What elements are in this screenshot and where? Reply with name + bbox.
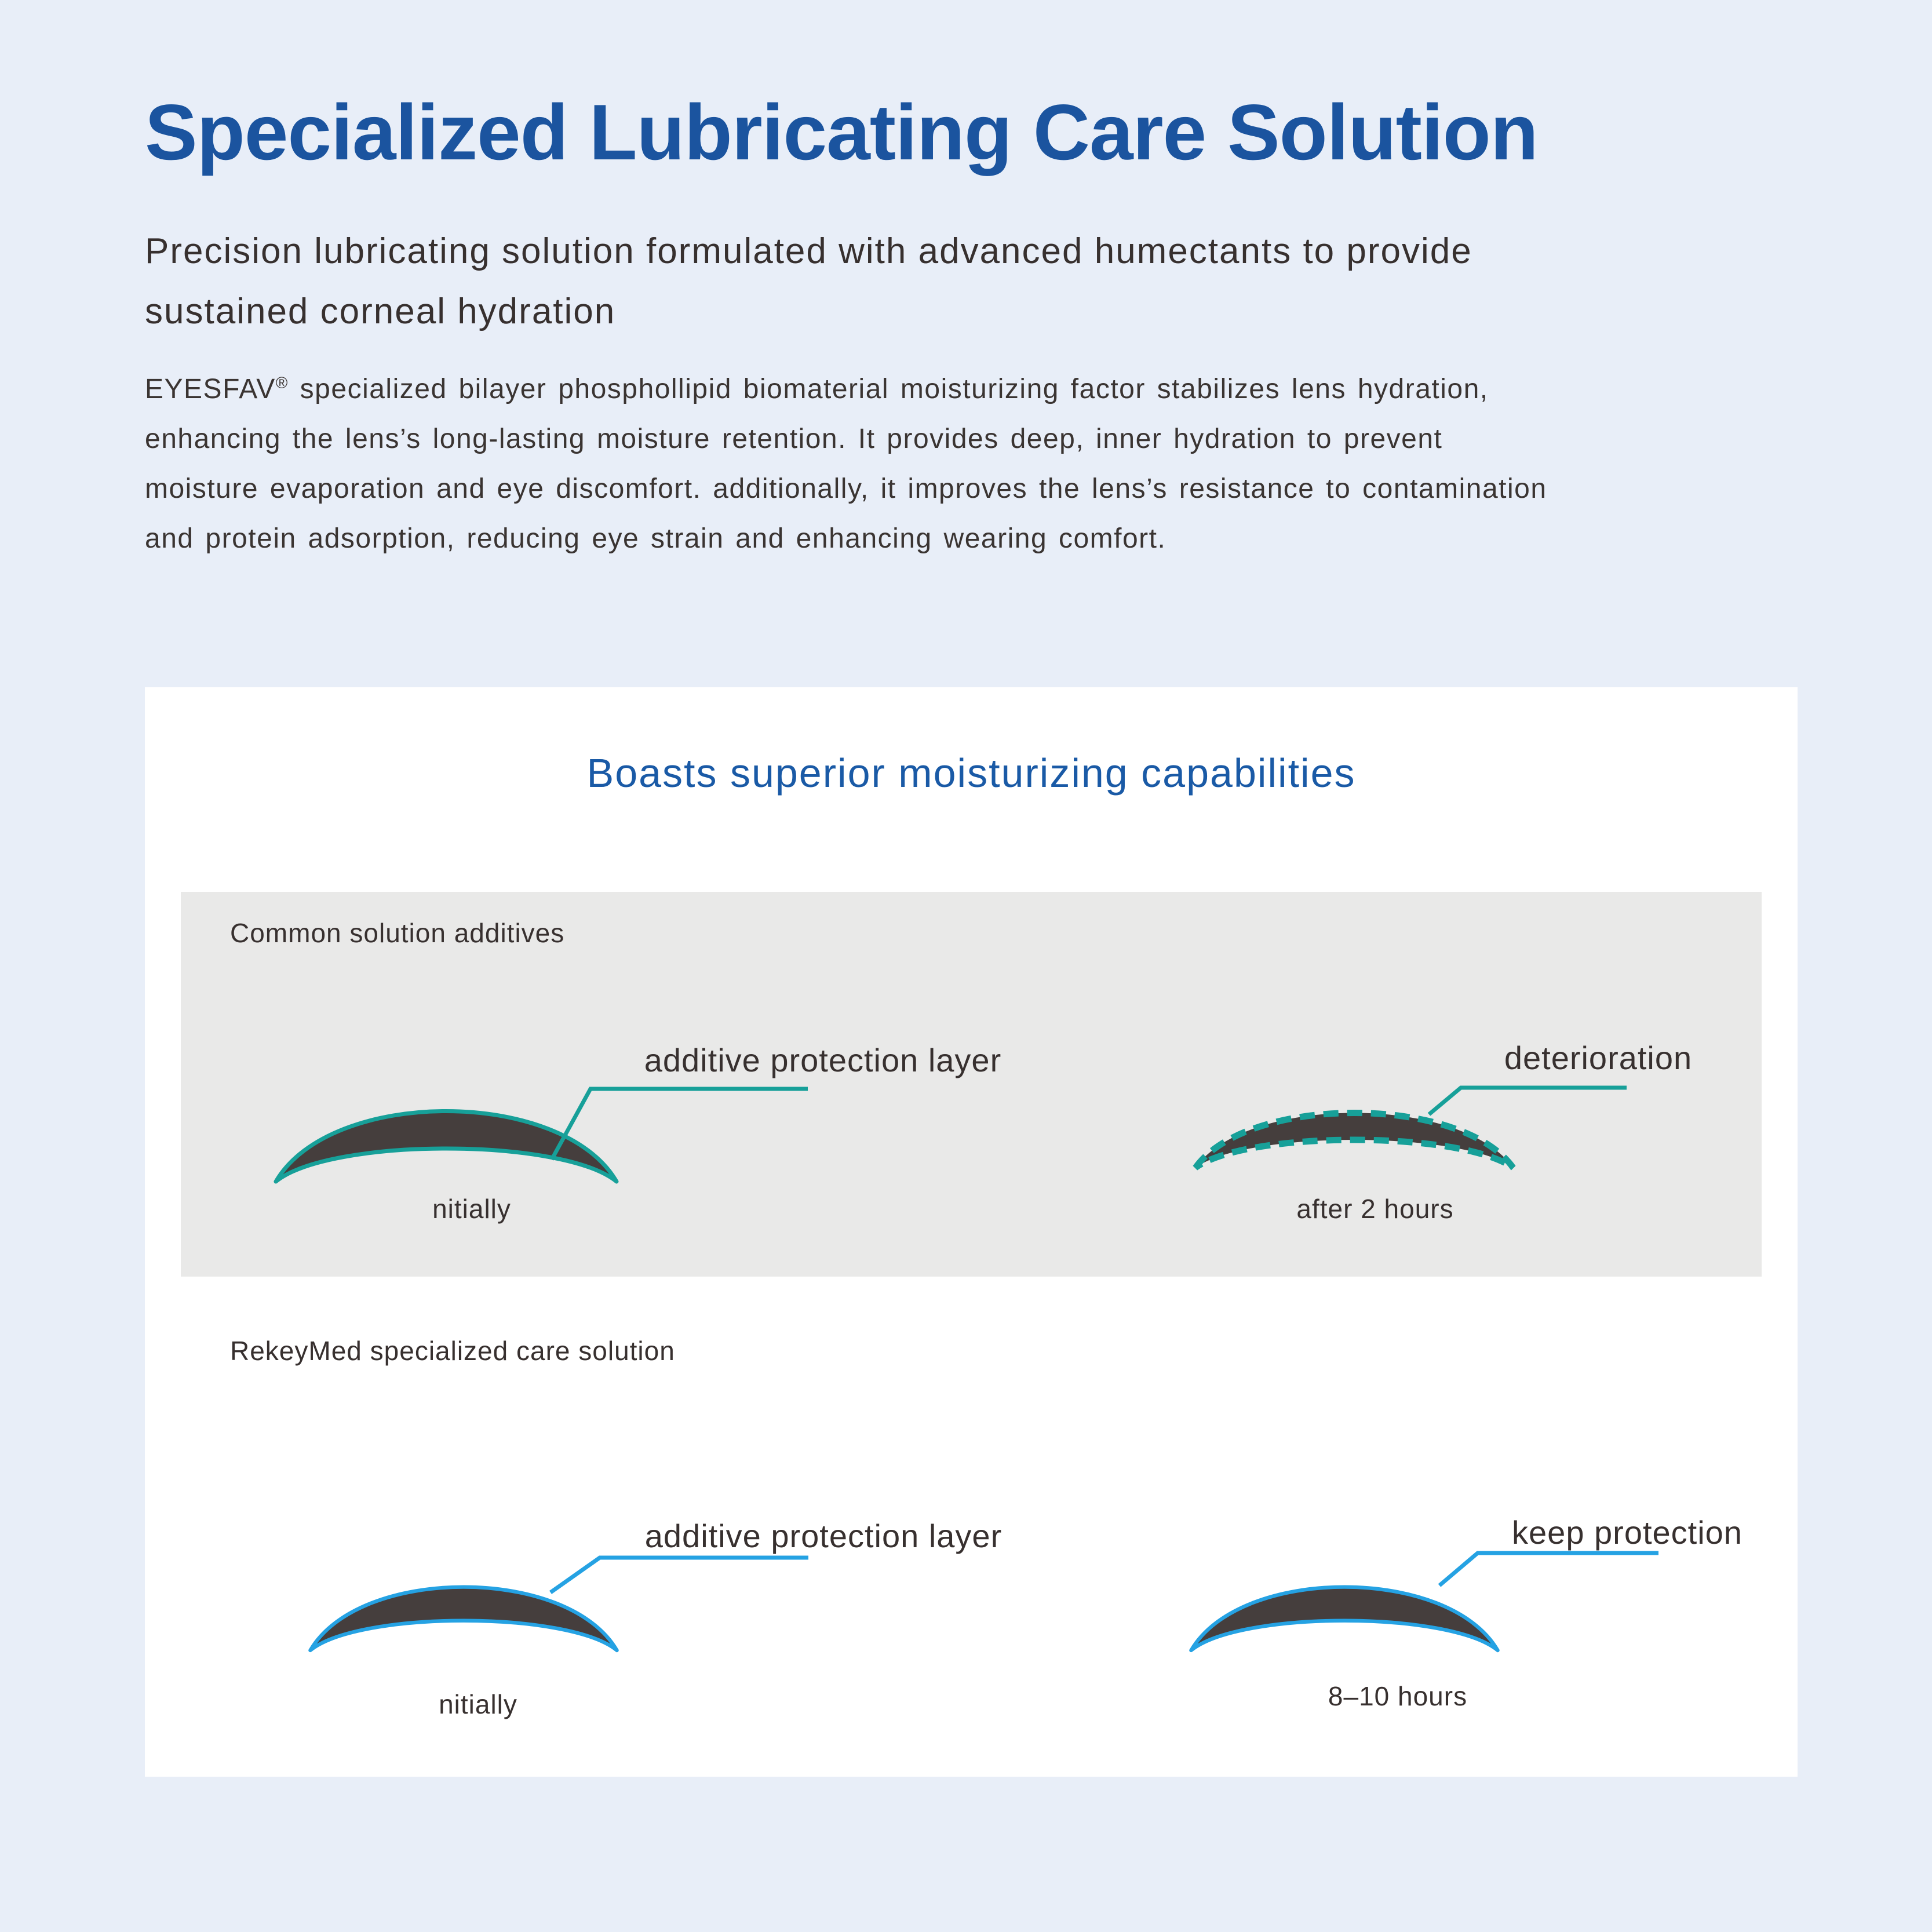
- intro-paragraph: [145, 358, 1547, 564]
- card-heading: Boasts superior moisturizing capabilities: [586, 750, 1356, 796]
- callout-label-rekeymed-after: keep protection: [1512, 1514, 1743, 1551]
- callout-label-common-initial: additive protection layer: [644, 1042, 1002, 1078]
- paragraph-line-1-rest: specialized bilayer phosphollipid biomaterial moisturizing factor stabilizes lens hydration,: [288, 374, 1489, 404]
- paragraph-line-3: moisture evaporation and eye discomfort. additionally, it improves the lens’s resistance to contamination: [145, 473, 1547, 504]
- paragraph-line-2: enhancing the lens’s long-lasting moisture retention. It provides deep, inner hydration to prevent: [145, 424, 1443, 454]
- page-subtitle: [145, 221, 1472, 342]
- registered-trademark: ®: [275, 374, 289, 392]
- caption-common-initial: nitially: [432, 1194, 511, 1224]
- brand-name: EYESFAV: [145, 374, 276, 404]
- callout-line-common-initial: [551, 1085, 811, 1164]
- subtitle-line-1: Precision lubricating solution formulated with advanced humectants to provide: [145, 231, 1472, 271]
- callout-line-rekeymed-initial: [547, 1551, 814, 1597]
- caption-rekeymed-after: 8–10 hours: [1328, 1681, 1468, 1711]
- callout-line-rekeymed-after: [1436, 1546, 1662, 1590]
- callout-label-common-after: deterioration: [1504, 1040, 1693, 1076]
- common-additives-label: Common solution additives: [230, 918, 565, 948]
- paragraph-line-1: [145, 358, 1547, 414]
- rekeymed-label: RekeyMed specialized care solution: [230, 1336, 675, 1366]
- common-additives-panel: [181, 892, 1762, 1277]
- caption-rekeymed-initial: nitially: [439, 1689, 517, 1719]
- subtitle-line-2: sustained corneal hydration: [145, 291, 616, 331]
- comparison-card: [145, 687, 1798, 1777]
- callout-line-common-after: [1427, 1084, 1630, 1119]
- page-title: Specialized Lubricating Care Solution: [145, 88, 1538, 176]
- callout-label-rekeymed-initial: additive protection layer: [644, 1518, 1003, 1554]
- paragraph-line-4: and protein adsorption, reducing eye strain and enhancing wearing comfort.: [145, 523, 1167, 554]
- caption-common-after: after 2 hours: [1296, 1194, 1454, 1224]
